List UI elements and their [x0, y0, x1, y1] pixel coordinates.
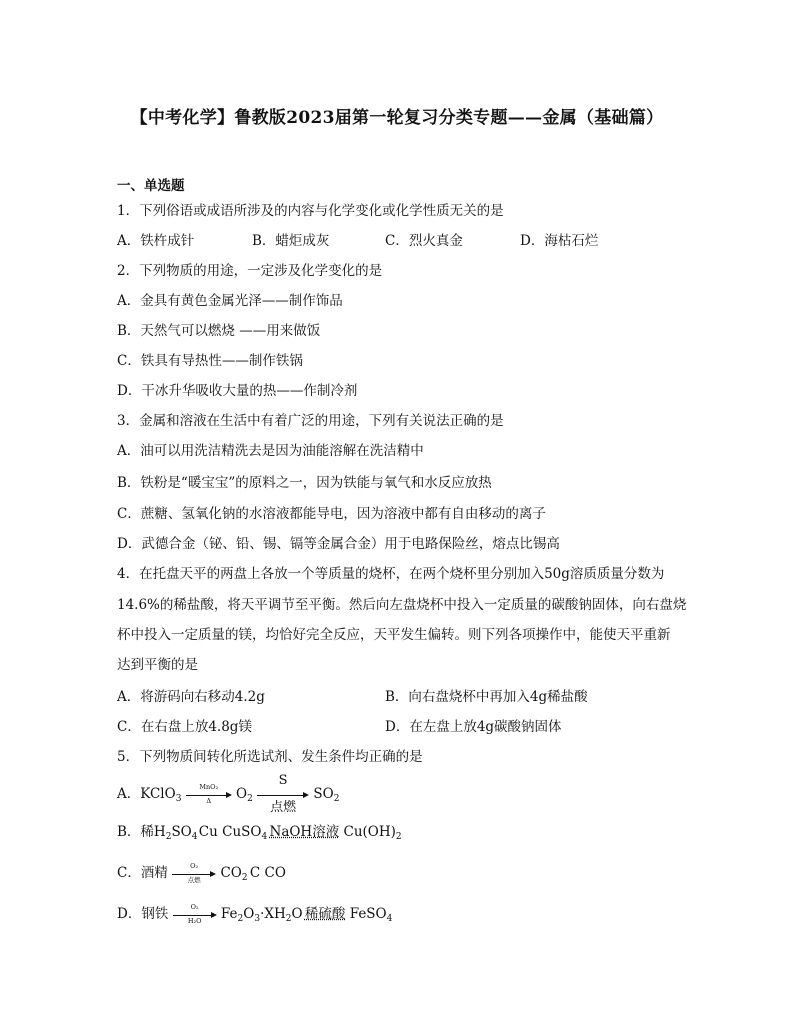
formula-rust: $Fe_2O_3\cdot XH_2O$ [220, 906, 303, 924]
formula-kclo3: A．KClO$_3$ [117, 786, 182, 804]
question-3-option-d: D．武德合金（铋、铅、锡、镉等金属合金）用于电路保险丝，熔点比锡高 [117, 536, 560, 552]
question-3-option-a: A．油可以用洗洁精洗去是因为油能溶解在洗洁精中 [117, 443, 424, 459]
question-1-option-d: D．海枯石烂 [520, 233, 599, 249]
formula-co2: $CO_2$ [220, 865, 248, 883]
arrow-reagent-sulfur: S [278, 772, 288, 788]
reagent-dilute-sulfuric-acid: 稀硫酸 [304, 906, 346, 922]
reaction-arrow-1 [186, 782, 232, 805]
question-3-option-c: C．蔗糖、氢氧化钠的水溶液都能导电，因为溶液中都有自由移动的离子 [117, 506, 546, 522]
question-2-option-c: C．铁具有导热性——制作铁锅 [117, 353, 303, 369]
question-4-stem-line-3: 杯中投入一定质量的镁，均恰好完全反应，天平发生偏转。则下列各项操作中，能使天平重新 [117, 627, 671, 643]
reagent-naoh-solution: NaOH溶液 [269, 824, 340, 840]
question-5-stem: 5．下列物质间转化所选试剂、发生条件均正确的是 [117, 749, 423, 765]
question-5-option-b [117, 823, 402, 846]
question-4-stem-line-1: 4．在托盘天平的两盘上各放一个等质量的烧杯，在两个烧杯里分别加入50g溶质质量分数为 [117, 566, 665, 582]
formula-so2: $SO_2$ [313, 786, 340, 804]
question-5-option-d [117, 902, 393, 928]
reaction-arrow-c [172, 861, 216, 884]
question-4-stem-line-4: 达到平衡的是 [117, 657, 198, 673]
page-title: 【中考化学】鲁教版2023届第一轮复习分类专题——金属（基础篇） [130, 108, 664, 128]
reaction-arrow-2 [257, 772, 309, 815]
section-heading: 一、单选题 [117, 178, 185, 194]
arrow-condition-ignite: 点燃 [187, 875, 201, 884]
formula-cuoh2: $Cu(OH)_2$ [343, 824, 402, 842]
arrow-reagent-oxygen: O₂ [190, 902, 199, 911]
question-2-option-d: D．干冰升华吸收大量的热——作制冷剂 [117, 383, 358, 399]
formula-cuso4: CuSO$_4$ [222, 824, 268, 842]
question-4-option-c: C．在右盘上放4.8g镁 [117, 719, 252, 735]
question-5-option-c [117, 861, 286, 887]
arrow-reagent-water: H₂O [187, 916, 202, 925]
question-1-stem: 1．下列俗语或成语所涉及的内容与化学变化或化学性质无关的是 [117, 203, 504, 219]
question-4-option-d: D．在左盘上放4g碳酸钠固体 [385, 719, 562, 735]
formula-dilute-h2so4: B．稀$H_2SO_4$ [117, 824, 198, 842]
formula-feso4: FeSO$_4$ [349, 906, 393, 924]
formula-co: CO [264, 865, 286, 881]
reagent-cu: Cu [198, 824, 218, 840]
question-5-option-a [117, 772, 340, 815]
question-2-stem: 2．下列物质的用途，一定涉及化学变化的是 [117, 263, 383, 279]
formula-o2: $O_2$ [236, 786, 253, 804]
arrow-condition-heat: Δ [206, 796, 212, 805]
reactant-steel: D．钢铁 [117, 906, 169, 922]
arrow-condition-ignite: 点燃 [270, 799, 297, 815]
reagent-carbon: C [249, 865, 261, 881]
question-3-option-b: B．铁粉是“暖宝宝”的原料之一，因为铁能与氧气和水反应放热 [117, 475, 492, 491]
arrow-reagent-oxygen: O₂ [190, 861, 199, 870]
question-4-option-b: B．向右盘烧杯中再加入4g稀盐酸 [385, 689, 588, 705]
reactant-alcohol: C．酒精 [117, 865, 168, 881]
question-1-option-c: C．烈火真金 [385, 233, 463, 249]
question-1-option-b: B．蜡炬成灰 [252, 233, 330, 249]
question-1-option-a: A．铁杵成针 [117, 233, 195, 249]
question-2-option-b: B．天然气可以燃烧 ——用来做饭 [117, 323, 321, 339]
question-3-stem: 3．金属和溶液在生活中有着广泛的用途，下列有关说法正确的是 [117, 413, 504, 429]
arrow-condition-catalyst: MnO₂ [199, 782, 219, 791]
question-4-stem-line-2: 14.6%的稀盐酸，将天平调节至平衡。然后向左盘烧杯中投入一定质量的碳酸钠固体，向右盘烧 [117, 597, 687, 613]
reaction-arrow-d [173, 902, 217, 925]
question-4-option-a: A．将游码向右移动4.2g [117, 689, 265, 705]
question-2-option-a: A．金具有黄色金属光泽——制作饰品 [117, 293, 343, 309]
